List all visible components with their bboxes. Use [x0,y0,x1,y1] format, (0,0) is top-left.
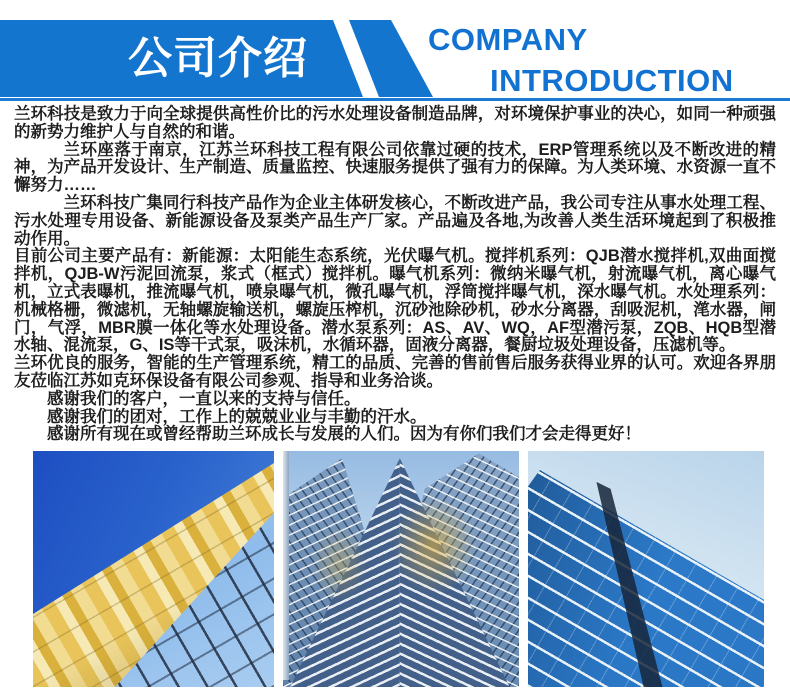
photo-gold-building [33,451,274,687]
banner-slash [349,20,433,97]
page-title-en-line1: COMPANY [428,22,588,57]
paragraph-thanks-team: 感谢我们的团对，工作上的兢兢业业与丰勤的汗水。 [47,407,427,426]
page-title-en-line2: INTRODUCTION [490,63,734,98]
page-title-en [428,19,734,101]
page-title-cn: 公司介绍 [128,34,308,83]
company-intro-text [14,106,776,444]
photo-pyramid-towers [283,451,519,687]
paragraph-service: 兰环优良的服务，智能的生产管理系统，精工的品质、完善的售前售后服务获得业界的认可。欢迎各界朋友莅临江苏如克环保设备有限公司参观、指导和业务洽谈。 [14,354,776,390]
building-photos [0,451,790,687]
paragraph-products: 目前公司主要产品有：新能源：太阳能生态系统，光伏曝气机。搅拌机系列：QJB潜水搅拌机,双曲面搅拌机，QJB-W污泥回流泵，浆式（框式）搅拌机。曝气机系列：微纳米曝气机，射流曝气机，离心曝气机，立式表曝机，推流曝气机，喷泉曝气机，微孔曝气机，浮筒搅拌曝气机，深水曝气机。水处理系列：机械格栅，微滤机，无轴螺旋输送机，螺旋压榨机，沉砂池除砂机，砂水分离器，刮吸泥机，滗水器，闸门，气浮，MBR膜一体化等水处理设备。潜水泵系列：AS、AV、WQ，AF型潜污泵，ZQB、HQB型潜水轴、混流泵，G、IS等干式泵，吸沫机，水循环器，固液分离器，餐厨垃圾处理设备，压滤机等。 [14,247,776,355]
paragraph-rd-focus: 兰环科技广集同行科技产品作为企业主体研发核心，不断改进产品，我公司专注从事水处理工程、污水处理专用设备、新能源设备及泵类产品生产厂家。产品遍及各地,为改善人类生活环境起到了积极推动作用。 [14,193,776,248]
paragraph-thanks-all: 感谢所有现在或曾经帮助兰环成长与发展的人们。因为有你们我们才会走得更好！ [47,425,641,444]
gold-reflection [283,451,519,687]
paragraph-location: 兰环座落于南京，江苏兰环科技工程有限公司依靠过硬的技术，ERP管理系统以及不断改进的精神，为产品开发设计、生产制造、质量监控、快速服务提供了强有力的保障。为人类环境、水资源一直不懈努力…… [14,140,776,195]
page-header [0,0,790,102]
photo-blue-tower [528,451,764,687]
paragraph-thanks-customers: 感谢我们的客户，一直以来的支持与信任。 [47,389,361,408]
paragraph-brand: 兰环科技是致力于向全球提供高性价比的污水处理设备制造品牌，对环境保护事业的决心，如同一种顽强的新势力维护人与自然的和谐。 [14,105,776,141]
header-underline [0,98,790,101]
